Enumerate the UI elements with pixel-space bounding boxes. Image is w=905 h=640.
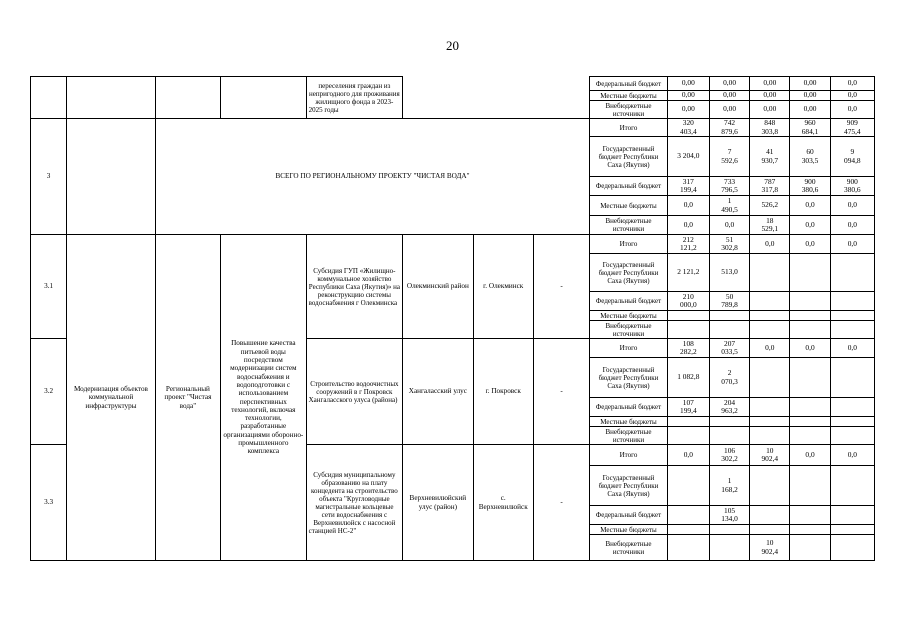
value-cell: 105 134,0 (709, 506, 749, 525)
value-cell: 210 000,0 (667, 292, 709, 311)
value-cell: 742 879,6 (709, 119, 749, 137)
value-cell: 0,00 (790, 77, 830, 91)
value-cell (830, 466, 874, 506)
place-cell: с. Верхневилюйск (473, 445, 533, 561)
project-cell: Региональный проект "Чистая вода" (155, 235, 220, 561)
value-cell: 0,0 (709, 216, 749, 235)
value-cell: 10 902,4 (750, 535, 790, 561)
value-cell (667, 466, 709, 506)
value-cell: 900 380,6 (790, 177, 830, 196)
value-cell: 0,0 (830, 339, 874, 358)
source-label: Итого (590, 339, 667, 358)
value-cell: 1 168,2 (709, 466, 749, 506)
value-cell: 0,0 (750, 339, 790, 358)
source-label: Внебюджетные источники (590, 321, 667, 339)
district-cell: Хангаласский улус (403, 339, 473, 445)
source-label: Итого (590, 235, 667, 254)
value-cell: 0,0 (790, 339, 830, 358)
dash-cell: - (533, 445, 589, 561)
source-label: Государственный бюджет Республики Саха (Якутия) (590, 254, 667, 292)
value-cell: 0,0 (667, 216, 709, 235)
value-cell: 0,00 (790, 101, 830, 119)
table-row (31, 119, 875, 137)
source-label: Местные бюджеты (590, 525, 667, 535)
value-cell: 317 199,4 (667, 177, 709, 196)
value-cell: 106 302,2 (709, 445, 749, 466)
value-cell (830, 254, 874, 292)
value-cell (750, 466, 790, 506)
source-label: Местные бюджеты (590, 196, 667, 216)
value-cell: 0,00 (709, 101, 749, 119)
value-cell (790, 292, 830, 311)
value-cell: 320 403,4 (667, 119, 709, 137)
source-label: Итого (590, 445, 667, 466)
value-cell: 0,0 (790, 235, 830, 254)
value-cell: 0,0 (830, 445, 874, 466)
measure-description: Субсидия муниципальному образованию на плату концедента на строительство объекта "Кругловодные магистральные кольцевые сети водоснабжения с Верхневилюйск с насосной станцией НС-2" (306, 445, 403, 561)
row-number: 3.3 (31, 445, 67, 561)
district-cell: Олекминский район (403, 235, 473, 339)
project-total-title: ВСЕГО ПО РЕГИОНАЛЬНОМУ ПРОЕКТУ "ЧИСТАЯ ВОДА" (155, 119, 590, 235)
value-cell: 0,00 (790, 91, 830, 101)
value-cell: 0,00 (667, 101, 709, 119)
value-cell: 526,2 (750, 196, 790, 216)
source-label: Федеральный бюджет (590, 77, 667, 91)
value-cell: 0,0 (790, 196, 830, 216)
value-cell: 0,00 (750, 91, 790, 101)
dash-cell: - (533, 339, 589, 445)
value-cell: 0,0 (830, 235, 874, 254)
value-cell (830, 506, 874, 525)
value-cell: 0,00 (709, 77, 749, 91)
value-cell: 0,00 (750, 77, 790, 91)
source-label: Федеральный бюджет (590, 292, 667, 311)
value-cell: 848 303,8 (750, 119, 790, 137)
source-label: Внебюджетные источники (590, 427, 667, 445)
value-cell: 107 199,4 (667, 398, 709, 417)
value-cell: 1 082,8 (667, 358, 709, 398)
value-cell: 0,0 (830, 216, 874, 235)
dash-cell: - (533, 235, 589, 339)
source-label: Федеральный бюджет (590, 506, 667, 525)
source-label: Итого (590, 119, 667, 137)
value-cell (830, 398, 874, 417)
place-cell: г. Олекминск (473, 235, 533, 339)
value-cell (709, 535, 749, 561)
value-cell: 0,00 (667, 77, 709, 91)
value-cell: 513,0 (709, 254, 749, 292)
value-cell: 9 094,8 (830, 137, 874, 177)
value-cell (790, 506, 830, 525)
goal-cell: Повышение качества питьевой воды посредством модернизации систем водоснабжения и водоподготовки с использованием перспективных технологий, включая технологии, разработанные организациями оборонно-промышленного комплекса (221, 235, 307, 561)
row-number: 3 (31, 119, 67, 235)
value-cell: 2 070,3 (709, 358, 749, 398)
value-cell: 60 303,5 (790, 137, 830, 177)
value-cell: 10 902,4 (750, 445, 790, 466)
value-cell: 0,0 (830, 101, 874, 119)
value-cell (830, 535, 874, 561)
source-label: Федеральный бюджет (590, 177, 667, 196)
value-cell: 0,0 (830, 196, 874, 216)
value-cell: 900 380,6 (830, 177, 874, 196)
value-cell: 0,0 (667, 445, 709, 466)
value-cell: 50 789,8 (709, 292, 749, 311)
source-label: Местные бюджеты (590, 417, 667, 427)
source-label: Государственный бюджет Республики Саха (Якутия) (590, 466, 667, 506)
value-cell: 51 302,8 (709, 235, 749, 254)
source-label: Внебюджетные источники (590, 101, 667, 119)
value-cell: 0,0 (750, 235, 790, 254)
place-cell: г. Покровск (473, 339, 533, 445)
measure-description: переселения граждан из непригодного для проживания жилищного фонда в 2023-2025 годы (306, 77, 403, 119)
value-cell: 0,0 (790, 445, 830, 466)
measure-description: Строительство водоочистных сооружений в г Покровск Хангаласского улуса (района) (306, 339, 403, 445)
value-cell (750, 292, 790, 311)
value-cell (790, 254, 830, 292)
value-cell: 3 204,0 (667, 137, 709, 177)
source-label: Местные бюджеты (590, 91, 667, 101)
value-cell: 207 033,5 (709, 339, 749, 358)
source-label: Федеральный бюджет (590, 398, 667, 417)
value-cell: 212 121,2 (667, 235, 709, 254)
value-cell: 0,0 (830, 91, 874, 101)
source-label: Внебюджетные источники (590, 216, 667, 235)
table-row (31, 77, 875, 91)
value-cell: 108 282,2 (667, 339, 709, 358)
table-row (31, 235, 875, 254)
source-label: Государственный бюджет Республики Саха (Якутия) (590, 137, 667, 177)
value-cell (667, 506, 709, 525)
district-cell: Верхневилюйский улус (район) (403, 445, 473, 561)
value-cell: 909 475,4 (830, 119, 874, 137)
value-cell: 0,0 (790, 216, 830, 235)
value-cell: 18 529,1 (750, 216, 790, 235)
value-cell: 0,00 (667, 91, 709, 101)
value-cell: 2 121,2 (667, 254, 709, 292)
value-cell: 0,00 (709, 91, 749, 101)
value-cell (830, 358, 874, 398)
value-cell: 960 684,1 (790, 119, 830, 137)
measure-description: Субсидия ГУП «Жилищно-коммунальное хозяйство Республики Саха (Якутия)» на реконструкцию системы водоснабжения г Олекминска (306, 235, 403, 339)
value-cell (830, 292, 874, 311)
value-cell: 41 930,7 (750, 137, 790, 177)
source-label: Внебюджетные источники (590, 535, 667, 561)
program-table (30, 76, 875, 561)
source-label: Государственный бюджет Республики Саха (Якутия) (590, 358, 667, 398)
row-number: 3.2 (31, 339, 67, 445)
direction-cell: Модернизация объектов коммунальной инфраструктуры (67, 235, 156, 561)
value-cell: 7 592,6 (709, 137, 749, 177)
value-cell (750, 506, 790, 525)
value-cell (790, 398, 830, 417)
value-cell: 0,00 (750, 101, 790, 119)
source-label: Местные бюджеты (590, 311, 667, 321)
value-cell (750, 254, 790, 292)
value-cell: 733 796,5 (709, 177, 749, 196)
value-cell: 0,0 (830, 77, 874, 91)
value-cell (750, 358, 790, 398)
value-cell: 0,0 (667, 196, 709, 216)
page-number: 20 (446, 38, 459, 53)
row-number: 3.1 (31, 235, 67, 339)
value-cell (790, 358, 830, 398)
value-cell (750, 398, 790, 417)
value-cell: 787 317,8 (750, 177, 790, 196)
value-cell (790, 466, 830, 506)
value-cell (667, 535, 709, 561)
value-cell: 204 963,2 (709, 398, 749, 417)
value-cell (790, 535, 830, 561)
value-cell: 1 490,5 (709, 196, 749, 216)
